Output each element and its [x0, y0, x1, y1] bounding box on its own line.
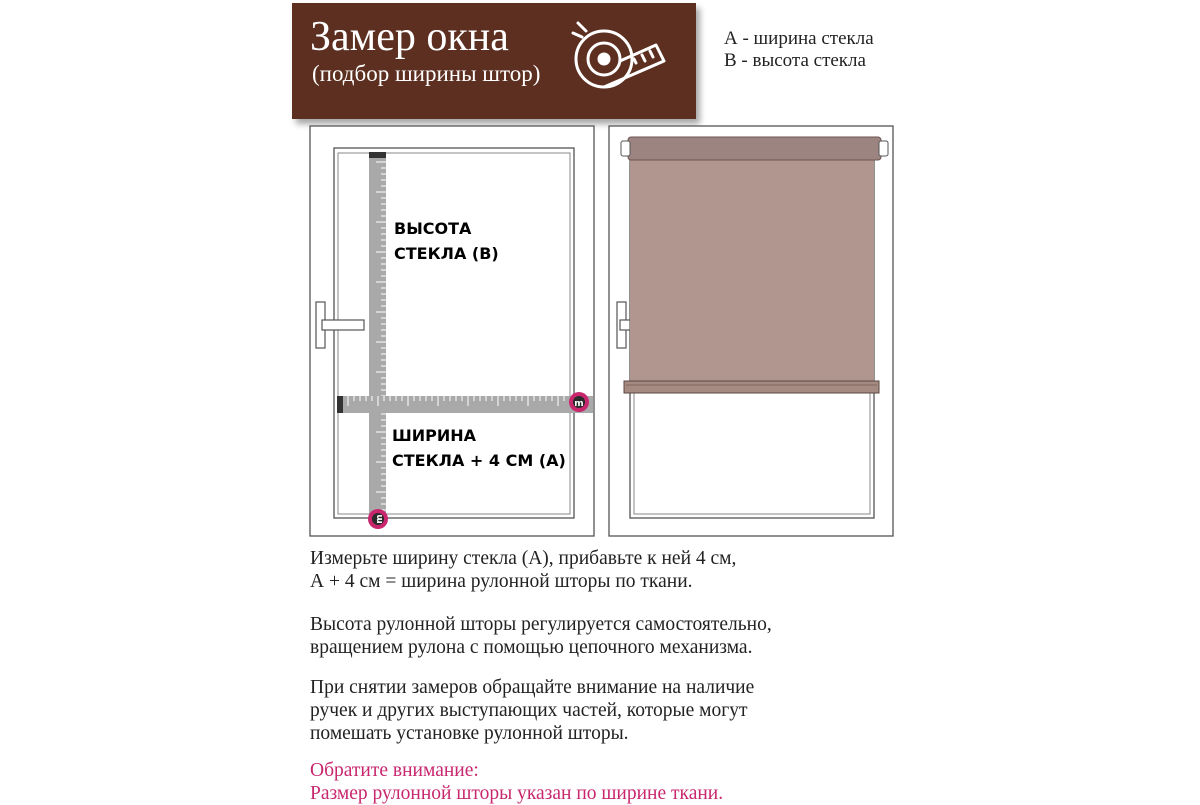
instruction-paragraph-2: Высота рулонной шторы регулируется самостоятельно, вращением рулона с помощью цепочного механизма.: [310, 614, 772, 658]
instruction-paragraph-1: Измерьте ширину стекла (А), прибавьте к ней 4 см, А + 4 см = ширина рулонной шторы по ткани.: [310, 548, 737, 592]
vertical-tape: [369, 152, 386, 518]
horizontal-tape: [337, 396, 593, 413]
page-title: Замер окна: [310, 14, 509, 60]
roller-blind-fabric: [630, 160, 874, 384]
height-label: ВЫСОТА СТЕКЛА (В): [394, 219, 499, 263]
tape-badge-horizontal: [569, 392, 589, 412]
width-label: ШИРИНА СТЕКЛА + 4 СМ (А): [392, 426, 566, 470]
roller-cassette: [628, 137, 881, 160]
legend-b: В - высота стекла: [724, 50, 866, 71]
svg-text:m: m: [574, 399, 584, 409]
instruction-paragraph-3: При снятии замеров обращайте внимание на наличие ручек и других выступающих частей, которые могут помешать установке рулонной шторы.: [310, 677, 755, 744]
right-window-illustration: [609, 126, 893, 536]
blind-bottom-bar: [624, 381, 879, 393]
svg-text:m: m: [375, 514, 385, 524]
tape-badge-vertical: [368, 509, 388, 529]
left-window-illustration: [310, 126, 594, 536]
legend-a: А - ширина стекла: [724, 28, 874, 49]
attention-note: Обратите внимание: Размер рулонной шторы указан по ширине ткани.: [310, 760, 724, 804]
page-subtitle: (подбор ширины штор): [312, 61, 541, 86]
